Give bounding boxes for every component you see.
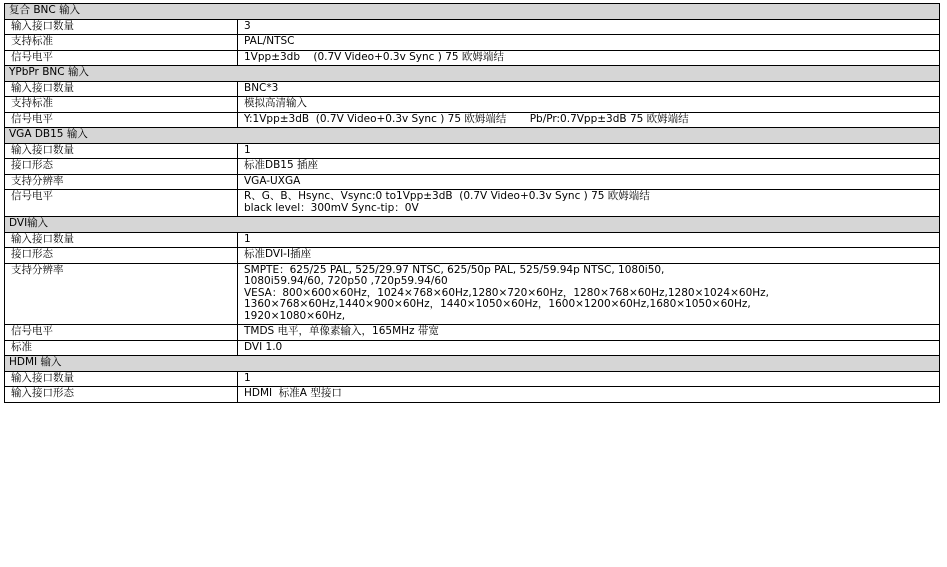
spec-label: 输入接口数量 <box>5 19 238 35</box>
spec-value-line: black level：300mV Sync-tip：0V <box>244 201 419 214</box>
spec-value-line: 3 <box>244 19 251 32</box>
section-header-row <box>5 356 940 372</box>
spec-label: 标准 <box>5 340 238 356</box>
section-title: DVI输入 <box>5 217 940 233</box>
spec-label: 信号电平 <box>5 325 238 341</box>
spec-value <box>238 19 940 35</box>
table-row <box>5 387 940 403</box>
spec-label: 接口形态 <box>5 159 238 175</box>
spec-label: 支持标准 <box>5 97 238 113</box>
spec-value-line: VGA-UXGA <box>244 174 301 187</box>
spec-value-line: 1080i59.94/60, 720p50 ,720p59.94/60 <box>244 275 448 287</box>
table-row <box>5 248 940 264</box>
section-header-row <box>5 128 940 144</box>
spec-label: 输入接口数量 <box>5 143 238 159</box>
spec-value <box>238 190 940 217</box>
table-row <box>5 190 940 217</box>
table-row <box>5 19 940 35</box>
spec-value-line: R、G、B、Hsync、Vsync:0 to1Vpp±3dB (0.7V Video+0.3v Sync ) 75 欧姆端结 <box>244 190 650 202</box>
spec-table-body <box>5 4 940 403</box>
table-row <box>5 143 940 159</box>
table-row <box>5 97 940 113</box>
table-row <box>5 50 940 66</box>
spec-value <box>238 35 940 51</box>
section-header-row <box>5 66 940 82</box>
section-title: HDMI 输入 <box>5 356 940 372</box>
table-row <box>5 263 940 325</box>
spec-value-line: 模拟高清输入 <box>244 97 307 109</box>
section-header-row <box>5 217 940 233</box>
spec-value <box>238 263 940 325</box>
spec-label: 输入接口形态 <box>5 387 238 403</box>
spec-value <box>238 143 940 159</box>
table-row <box>5 371 940 387</box>
spec-value-line: HDMI 标准A 型接口 <box>244 387 342 399</box>
table-row <box>5 81 940 97</box>
spec-value-line: TMDS 电平，单像素输入，165MHz 带宽 <box>244 325 439 337</box>
table-row <box>5 325 940 341</box>
spec-label: 输入接口数量 <box>5 81 238 97</box>
spec-value <box>238 232 940 248</box>
spec-label: 信号电平 <box>5 190 238 217</box>
section-title: VGA DB15 输入 <box>5 128 940 144</box>
spec-label: 信号电平 <box>5 50 238 66</box>
spec-label: 接口形态 <box>5 248 238 264</box>
spec-value-line: DVI 1.0 <box>244 340 283 353</box>
spec-value-line: 1 <box>244 232 251 245</box>
spec-value-line: VESA：800×600×60Hz，1024×768×60Hz,1280×720×60Hz，1280×768×60Hz,1280×1024×60Hz, <box>244 286 770 299</box>
spec-value-line: 1920×1080×60Hz, <box>244 309 346 322</box>
spec-value <box>238 81 940 97</box>
spec-value-line: 1 <box>244 371 251 384</box>
spec-value <box>238 174 940 190</box>
spec-value-line: 1 <box>244 143 251 156</box>
spec-value-line: Y:1Vpp±3dB (0.7V Video+0.3v Sync ) 75 欧姆端结 Pb/Pr:0.7Vpp±3dB 75 欧姆端结 <box>244 112 689 125</box>
table-row <box>5 35 940 51</box>
spec-label: 信号电平 <box>5 112 238 128</box>
table-row <box>5 174 940 190</box>
spec-label: 支持分辨率 <box>5 174 238 190</box>
table-row <box>5 112 940 128</box>
spec-table <box>4 3 940 403</box>
spec-value-line: 标准DB15 插座 <box>244 159 318 171</box>
spec-label: 支持标准 <box>5 35 238 51</box>
spec-value <box>238 340 940 356</box>
spec-value <box>238 371 940 387</box>
spec-value <box>238 97 940 113</box>
spec-value-line: 1Vpp±3db (0.7V Video+0.3v Sync ) 75 欧姆端结 <box>244 50 504 63</box>
section-header-row <box>5 4 940 20</box>
spec-value-line: 标准DVI-I插座 <box>244 248 312 260</box>
spec-value <box>238 159 940 175</box>
spec-value <box>238 387 940 403</box>
spec-value <box>238 325 940 341</box>
table-row <box>5 340 940 356</box>
spec-value <box>238 50 940 66</box>
spec-label: 支持分辨率 <box>5 263 238 325</box>
section-title: YPbPr BNC 输入 <box>5 66 940 82</box>
spec-value <box>238 248 940 264</box>
table-row <box>5 159 940 175</box>
table-row <box>5 232 940 248</box>
spec-value-line: PAL/NTSC <box>244 35 295 47</box>
spec-value-line: 1360×768×60Hz,1440×900×60Hz，1440×1050×60Hz，1600×1200×60Hz,1680×1050×60Hz, <box>244 298 751 310</box>
spec-value-line: BNC*3 <box>244 81 279 94</box>
section-title: 复合 BNC 输入 <box>5 4 940 20</box>
spec-value <box>238 112 940 128</box>
spec-label: 输入接口数量 <box>5 371 238 387</box>
spec-label: 输入接口数量 <box>5 232 238 248</box>
spec-value-line: SMPTE：625/25 PAL, 525/29.97 NTSC, 625/50p PAL, 525/59.94p NTSC, 1080i50, <box>244 263 665 276</box>
